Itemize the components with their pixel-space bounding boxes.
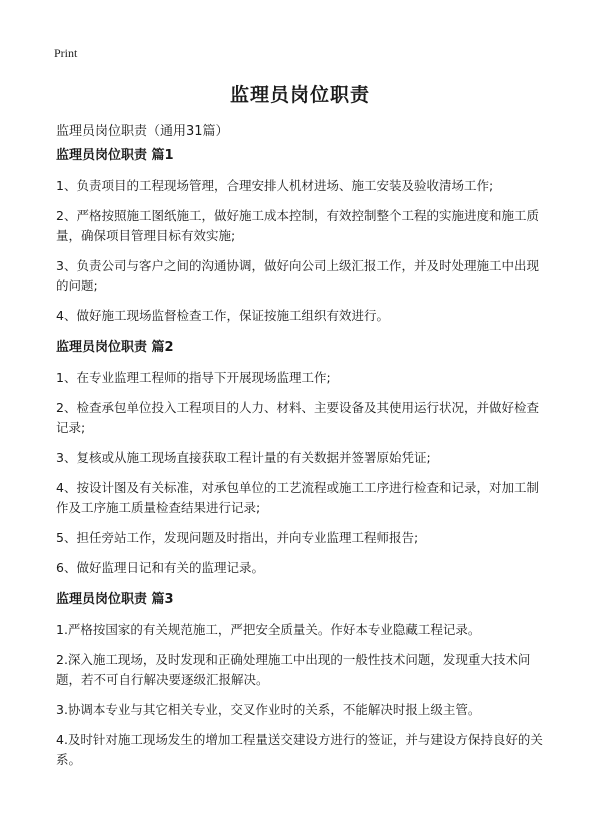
section-3 [56,590,546,770]
list-item: 1、负责项目的工程现场管理，合理安排人机材进场、施工安装及验收清场工作; [56,178,494,193]
list-item: 6、做好监理日记和有关的监理记录。 [56,560,264,575]
list-item: 4、按设计图及有关标准，对承包单位的工艺流程或施工工序进行检查和记录，对加工制作及工序施工质量检查结果进行记录; [56,480,539,515]
section-1 [56,146,546,326]
section-heading: 监理员岗位职责 篇3 [56,592,174,607]
list-item: 2、严格按照施工图纸施工，做好施工成本控制，有效控制整个工程的实施进度和施工质量，确保项目管理目标有效实施; [56,208,539,243]
list-item: 2、检查承包单位投入工程项目的人力、材料、主要设备及其使用运行状况，并做好检查记录; [56,400,539,435]
list-item: 4、做好施工现场监督检查工作，保证按施工组织有效进行。 [56,308,389,323]
section-2 [56,338,546,578]
print-label: Print [54,46,78,60]
list-item: 1、在专业监理工程师的指导下开展现场监理工作; [56,370,331,385]
document-subtitle: 监理员岗位职责（通用31篇） [56,124,229,139]
page-title: 监理员岗位职责 [229,84,370,106]
list-item: 3、负责公司与客户之间的沟通协调，做好向公司上级汇报工作，并及时处理施工中出现的问题; [56,258,539,293]
document-body [56,146,546,770]
section-heading: 监理员岗位职责 篇1 [56,148,174,163]
list-item: 2.深入施工现场，及时发现和正确处理施工中出现的一般性技术问题，发现重大技术问题，若不可自行解决要逐级汇报解决。 [56,652,531,687]
list-item: 5、担任旁站工作，发现问题及时指出，并向专业监理工程师报告; [56,530,419,545]
list-item: 4.及时针对施工现场发生的增加工程量送交建设方进行的签证，并与建设方保持良好的关系。 [56,732,543,767]
list-item: 1.严格按国家的有关规范施工，严把安全质量关。作好本专业隐藏工程记录。 [56,622,481,637]
list-item: 3.协调本专业与其它相关专业，交叉作业时的关系，不能解决时报上级主管。 [56,702,481,717]
section-heading: 监理员岗位职责 篇2 [56,340,174,355]
list-item: 3、复核或从施工现场直接获取工程计量的有关数据并签署原始凭证; [56,450,431,465]
